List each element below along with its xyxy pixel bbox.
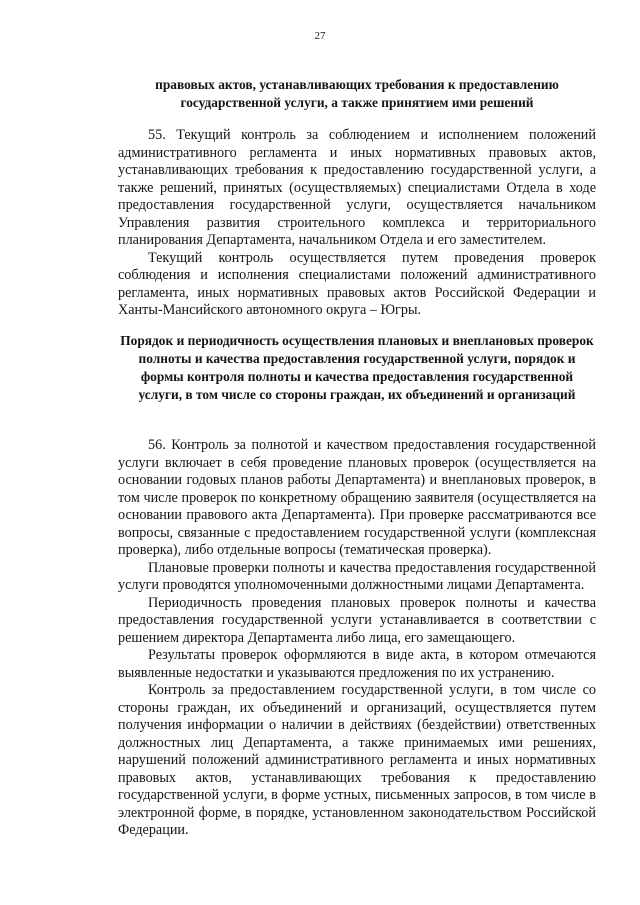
paragraph-56-periodicity: Периодичность проведения плановых проверок полноты и качества предоставления государственной услуги устанавливается в соответствии с решением директора Департамента либо лица, его замещающего.	[118, 594, 596, 646]
paragraph-56-results: Результаты проверок оформляются в виде акта, в котором отмечаются выявленные недостатки и указываются предложения по их устранению.	[118, 647, 596, 681]
paragraph-56-citizen-control: Контроль за предоставлением государственной услуги, в том числе со стороны граждан, их объединений и организаций, осуществляется путем получения информации о наличии в действиях (бездействии) ответственных должностных лиц Департамента, а также принимаемых ими решениях, нарушений положений административного регламента и иных нормативных правовых актов, устанавливающих требования к предоставлению государственной услуги, в форме устных, письменных запросов, в том числе в электронной форме, в порядке, установленном законодательством Российской Федерации.	[118, 682, 596, 838]
section-heading	[118, 332, 596, 404]
paragraph-56	[118, 437, 596, 840]
section-heading-continued	[118, 76, 596, 112]
paragraph-55-main: 55. Текущий контроль за соблюдением и исполнением положений административного регламента и иных нормативных правовых актов, устанавливающих требования к предоставлению государственной услуги, а также решений, принятых (осуществляемых) специалистами Отдела в ходе предоставления государственной услуги, осуществляется начальником Управления развития строительного комплекса и территориального планирования Департамента, начальником Отдела и его заместителем.	[118, 127, 596, 248]
paragraph-56-main: 56. Контроль за полнотой и качеством предоставления государственной услуги включает в себя проведение плановых проверок (осуществляется на основании годовых планов работы Департамента) и внеплановых проверок, в том числе проверок по конкретному обращению заявителя (осуществляется на основании правового акта Департамента). При проверке рассматриваются все вопросы, связанные с предоставлением государственной услуги (комплексная проверка), либо отдельные вопросы (тематическая проверка).	[118, 437, 596, 558]
heading-text: Порядок и периодичность осуществления плановых и внеплановых проверок полноты и качества предоставления государственной услуги, порядок и формы контроля полноты и качества предоставления государственной услуги, в том числе со стороны граждан, их объединений и организаций	[120, 333, 594, 402]
heading-text: правовых актов, устанавливающих требования к предоставлению государственной услуги, а также принятием ими решений	[155, 77, 559, 110]
paragraph-55	[118, 127, 596, 320]
paragraph-55-continued: Текущий контроль осуществляется путем проведения проверок соблюдения и исполнения специалистами положений административного регламента, иных нормативных правовых актов Российской Федерации и Ханты-Мансийского автономного округа – Югры.	[118, 249, 596, 318]
page-number: 27	[314, 30, 326, 42]
paragraph-56-planned-checks: Плановые проверки полноты и качества предоставления государственной услуги проводятся уполномоченными должностными лицами Департамента.	[118, 559, 596, 593]
